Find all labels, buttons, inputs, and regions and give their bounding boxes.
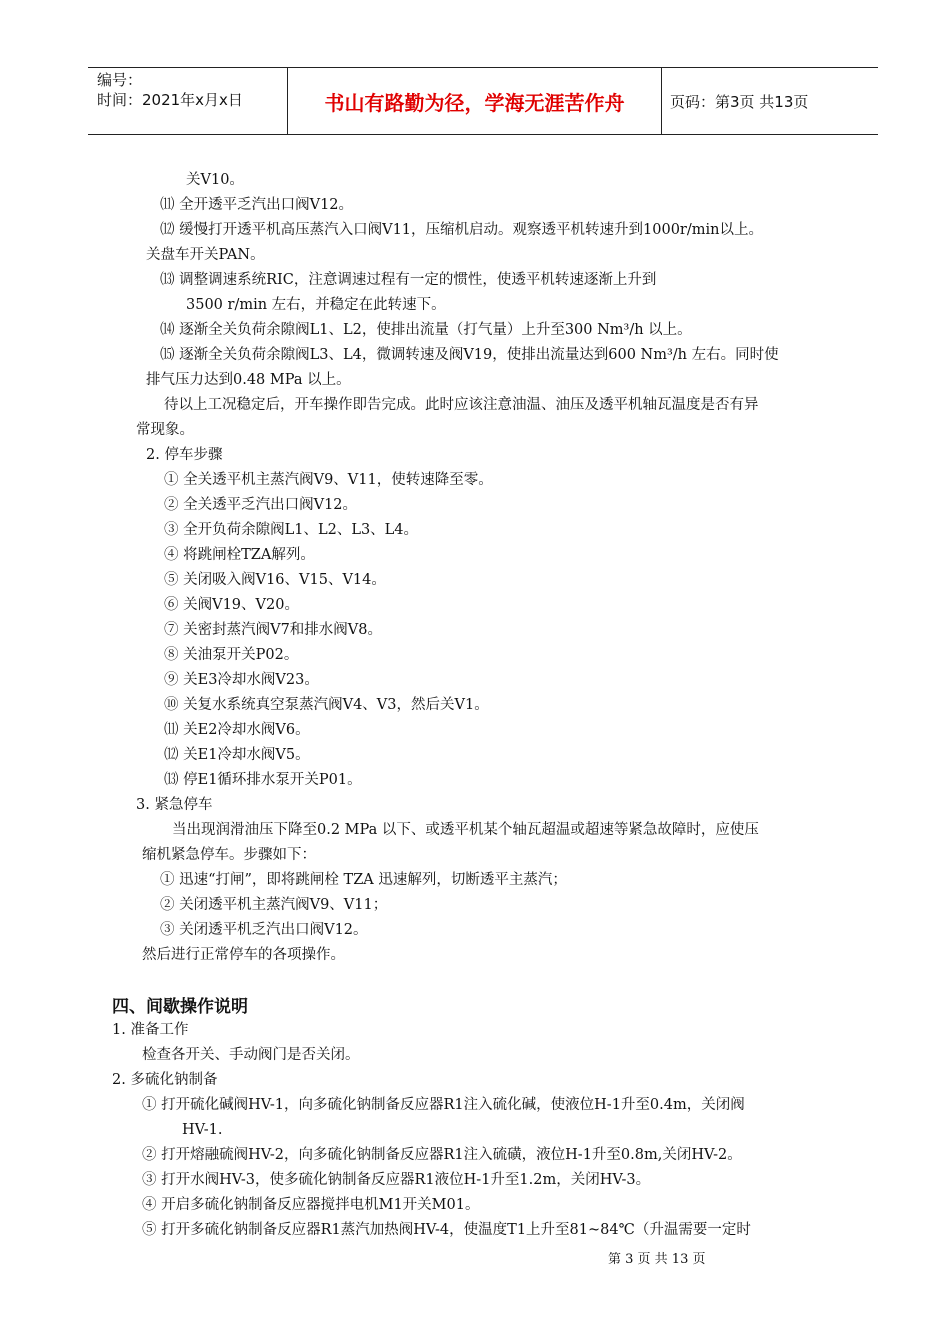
text-line: 排气压力达到0.48 MPa 以上。 bbox=[146, 372, 351, 388]
header-page-info: 页码：第3页 共13页 bbox=[670, 92, 809, 111]
text-line: 关V10。 bbox=[186, 172, 244, 188]
list-item: ② 关闭透平机主蒸汽阀V9、V11； bbox=[160, 897, 388, 913]
list-item: ⒀ 停E1循环排水泵开关P01。 bbox=[164, 772, 362, 788]
header-meta bbox=[88, 68, 288, 134]
list-item: ⑤ 打开多硫化钠制备反应器R1蒸汽加热阀HV-4，使温度T1上升至81~84℃（升温需要一定时 bbox=[142, 1222, 751, 1238]
list-item: ③ 全开负荷余隙阀L1、L2、L3、L4。 bbox=[164, 522, 419, 538]
text-line: ⒂ 逐渐全关负荷余隙阀L3、L4，微调转速及阀V19，使排出流量达到600 Nm³/h 左右。同时使 bbox=[160, 347, 779, 363]
text-line: ⒁ 逐渐全关负荷余隙阀L1、L2，使排出流量（打气量）上升至300 Nm³/h 以上。 bbox=[160, 322, 692, 338]
list-item: ⑥ 关阀V19、V20。 bbox=[164, 597, 299, 613]
text-line: HV-1. bbox=[182, 1122, 223, 1138]
section-title: 四、间歇操作说明 bbox=[112, 997, 248, 1017]
list-item: ⑩ 关复水系统真空泵蒸汽阀V4、V3，然后关V1。 bbox=[164, 697, 489, 713]
list-item: ④ 开启多硫化钠制备反应器搅拌电机M1开关M01。 bbox=[142, 1197, 480, 1213]
text-line: 待以上工况稳定后，开车操作即告完成。此时应该注意油温、油压及透平机轴瓦温度是否有异 bbox=[164, 397, 759, 413]
list-item: ④ 将跳闸栓TZA解列。 bbox=[164, 547, 315, 563]
list-item: ② 全关透平乏汽出口阀V12。 bbox=[164, 497, 358, 513]
text-line: 常现象。 bbox=[136, 422, 194, 438]
text-line: 当出现润滑油压下降至0.2 MPa 以下、或透平机某个轴瓦超温或超速等紧急故障时，应使压 bbox=[172, 822, 759, 838]
text-line: 3500 r/min 左右，并稳定在此转速下。 bbox=[186, 297, 446, 313]
list-item: ⑾ 关E2冷却水阀V6。 bbox=[164, 722, 310, 738]
section-heading: 3. 紧急停车 bbox=[136, 797, 213, 813]
text-line: 检查各开关、手动阀门是否关闭。 bbox=[142, 1047, 360, 1063]
text-line: 缩机紧急停车。步骤如下： bbox=[142, 847, 316, 863]
text-line: ⑾ 全开透平乏汽出口阀V12。 bbox=[160, 197, 354, 213]
serial-label: 编号： bbox=[97, 71, 143, 89]
list-item: ③ 打开水阀HV-3，使多硫化钠制备反应器R1液位H-1升至1.2m，关闭HV-3。 bbox=[142, 1172, 651, 1188]
section-heading: 2. 停车步骤 bbox=[146, 447, 223, 463]
list-item: ⑦ 关密封蒸汽阀V7和排水阀V8。 bbox=[164, 622, 383, 638]
list-item: ① 打开硫化碱阀HV-1，向多硫化钠制备反应器R1注入硫化碱，使液位H-1升至0.4m，关闭阀 bbox=[142, 1097, 745, 1113]
header-motto: 书山有路勤为径，学海无涯苦作舟 bbox=[288, 68, 662, 134]
text-line: ⒀ 调整调速系统RIC，注意调速过程有一定的惯性，使透平机转速逐渐上升到 bbox=[160, 272, 657, 288]
list-item: ② 打开熔融硫阀HV-2，向多硫化钠制备反应器R1注入硫磺，液位H-1升至0.8m,关闭HV-2。 bbox=[142, 1147, 742, 1163]
text-line: 关盘车开关PAN。 bbox=[146, 247, 265, 263]
list-item: ⑤ 关闭吸入阀V16、V15、V14。 bbox=[164, 572, 386, 588]
text-line: 然后进行正常停车的各项操作。 bbox=[142, 947, 345, 963]
page-header bbox=[88, 67, 878, 135]
list-item: ⑿ 关E1冷却水阀V5。 bbox=[164, 747, 310, 763]
section-heading: 2. 多硫化钠制备 bbox=[112, 1072, 218, 1088]
list-item: ③ 关闭透平机乏汽出口阀V12。 bbox=[160, 922, 368, 938]
text-line: ⑿ 缓慢打开透平机高压蒸汽入口阀V11，压缩机启动。观察透平机转速升到1000r/min以上。 bbox=[160, 222, 763, 238]
list-item: ⑨ 关E3冷却水阀V23。 bbox=[164, 672, 319, 688]
list-item: ① 全关透平机主蒸汽阀V9、V11，使转速降至零。 bbox=[164, 472, 493, 488]
time-label: 时间：2021年x月x日 bbox=[97, 91, 243, 109]
section-heading: 1. 准备工作 bbox=[112, 1022, 189, 1038]
list-item: ① 迅速“打闸”，即将跳闸栓 TZA 迅速解列，切断透平主蒸汽； bbox=[160, 872, 567, 888]
list-item: ⑧ 关油泵开关P02。 bbox=[164, 647, 299, 663]
page-footer: 第 3 页 共 13 页 bbox=[608, 1252, 706, 1267]
